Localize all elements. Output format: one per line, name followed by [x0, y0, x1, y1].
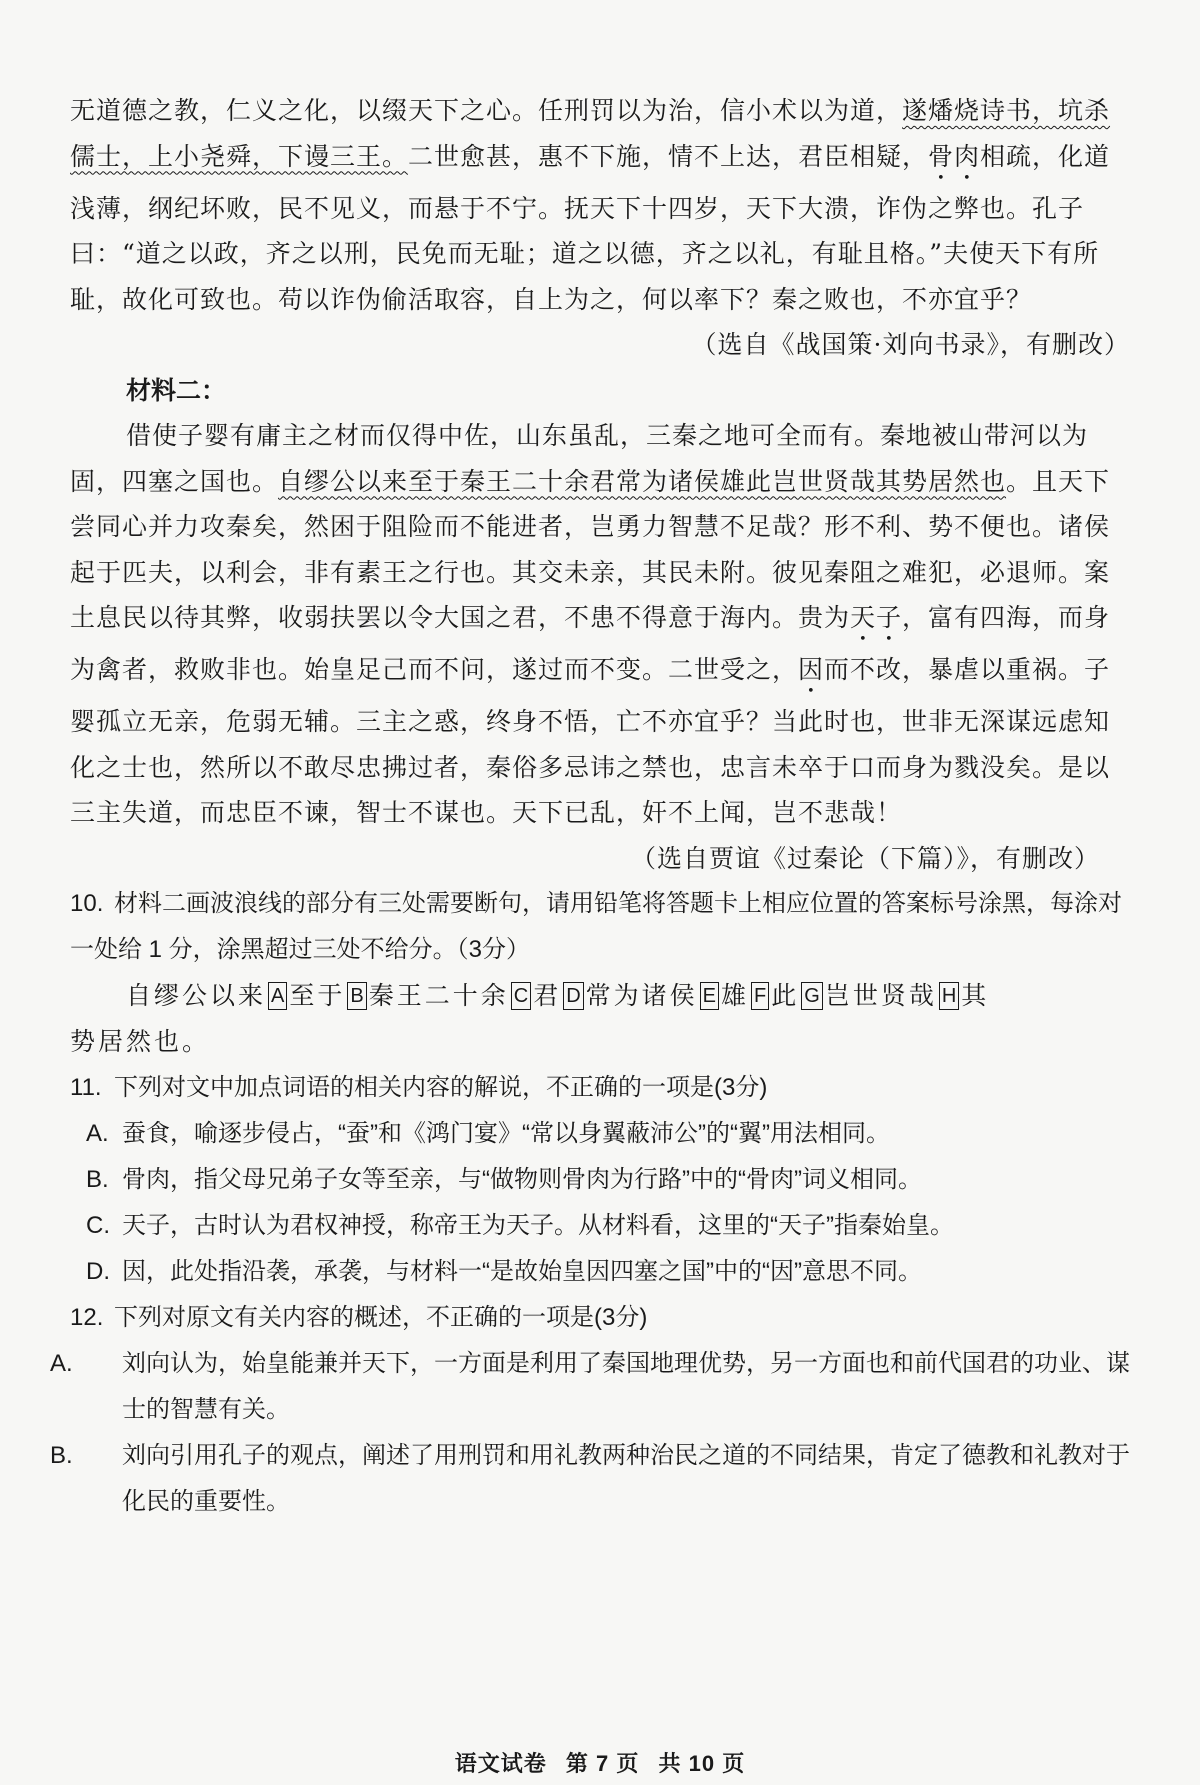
seq-text: 雄	[721, 981, 750, 1010]
question-text: 材料二画波浪线的部分有三处需要断句，请用铅笔将答题卡上相应位置的答案标号涂黑，每涂对一处给 1 分，涂黑超过三处不给分。（3分）	[70, 890, 1122, 963]
question-text: 下列对原文有关内容的概述，不正确的一项是(3分)	[114, 1304, 648, 1331]
option-text: 刘向认为，始皇能兼并天下，一方面是利用了秦国地理优势，另一方面也和前代国君的功业、谋士的智慧有关。	[122, 1350, 1130, 1423]
seq-text: 其	[961, 981, 990, 1010]
dotted-term-tianzi: 天子	[850, 603, 903, 632]
seq-text: 至于	[289, 981, 346, 1010]
material1-source: （选自《战国策·刘向书录》，有删改）	[691, 330, 1130, 359]
option-label: B.	[86, 1166, 109, 1193]
question-11	[70, 1065, 1130, 1111]
option-text: 蚕食，喻逐步侵占，“蚕”和《鸿门宴》“常以身翼蔽沛公”的“翼”用法相同。	[122, 1120, 890, 1147]
answer-box-c[interactable]: C	[511, 982, 531, 1010]
text-run: 借使子婴有庸主之材而仅得中佐，山东虽乱，三秦之地可全而有。秦地被山带河以为固，四塞之国也。	[70, 421, 1089, 496]
question-number: 10.	[70, 890, 104, 917]
wavy-underlined-text: 自缪公以来至于秦王二十余君常为诸侯雄此岂世贤哉其势居然也	[278, 466, 1007, 496]
page-footer	[0, 1747, 1200, 1778]
text-run: 而不改，暴虐以重祸。子婴孤立无亲，危弱无辅。三主之惑，终身不悟，亡不亦宜乎？当此时也，世非无深谋远虑知化之士也，然所以不敢尽忠拂过者，秦俗多忌讳之禁也，忠言未卒于口而身为戮没矣。是以三主失道，而忠臣不谏，智士不谋也。天下已乱，奸不上闻，岂不悲哉！	[70, 655, 1111, 827]
question-number: 12.	[70, 1304, 104, 1331]
seq-text: 秦王二十余	[368, 981, 509, 1010]
question-number: 11.	[70, 1074, 102, 1101]
q12-option-a[interactable]	[50, 1341, 1130, 1433]
text-run: ，富有四海，而身为禽者，救败非也。始皇足己而不问，遂过而不变。二世受之，	[70, 603, 1111, 684]
q12-option-b[interactable]	[50, 1433, 1130, 1525]
answer-box-b[interactable]: B	[347, 982, 366, 1010]
question-12	[70, 1295, 1130, 1341]
q10-sequence-cont: 势居然也。	[70, 1027, 211, 1056]
option-text: 因，此处指沿袭，承袭，与材料一“是故始皇因四塞之国”中的“因”意思不同。	[122, 1258, 922, 1285]
text-run: 相疏，化道浅薄，纲纪坏败，民不见义，而悬于不宁。抚天下十四岁，天下大溃，诈伪之弊也。孔子曰：“道之以政，齐之以刑，民免而无耻；道之以德，齐之以礼，有耻且格。”夫使天下有所耻，故化可致也。苟以诈伪偷活取容，自上为之，何以率下？秦之败也，不亦宜乎？	[70, 141, 1111, 314]
q11-option-c[interactable]	[70, 1203, 1130, 1249]
footer-subject: 语文试卷	[454, 1751, 547, 1776]
q11-option-a[interactable]	[70, 1111, 1130, 1157]
exam-content	[50, 88, 1130, 1525]
option-label: A.	[50, 1350, 73, 1377]
option-label: B.	[50, 1442, 73, 1469]
dotted-term-gurou: 骨肉	[928, 141, 981, 171]
material2-paragraph	[70, 413, 1130, 836]
text-run: 。且天下尝同心并力攻秦矣，然困于阻险而不能进者，岂勇力智慧不足哉？形不利、势不便也。诸侯起于匹夫，以利会，非有素王之行也。其交未亲，其民未附。彼见秦阻之难犯，必退师。案土息民以待其弊，收弱扶罢以令大国之君，不患不得意于海内。贵为	[70, 466, 1111, 632]
footer-total-pages: 共 10 页	[658, 1751, 746, 1776]
answer-box-f[interactable]: F	[751, 982, 769, 1010]
answer-box-d[interactable]: D	[563, 982, 583, 1010]
seq-text: 此	[771, 981, 800, 1010]
dotted-term-yin: 因	[798, 655, 825, 684]
answer-box-a[interactable]: A	[268, 982, 287, 1010]
q11-option-d[interactable]	[70, 1249, 1130, 1295]
option-text: 刘向引用孔子的观点，阐述了用刑罚和用礼教两种治民之道的不同结果，肯定了德教和礼教对于化民的重要性。	[122, 1442, 1130, 1515]
seq-text: 自缪公以来	[126, 981, 267, 1010]
option-label: D.	[86, 1258, 110, 1285]
option-label: C.	[86, 1212, 110, 1239]
q10-sequence	[70, 973, 1130, 1019]
material1-paragraph	[70, 88, 1130, 322]
option-text: 骨肉，指父母兄弟子女等至亲，与“做物则骨肉为行路”中的“骨肉”词义相同。	[122, 1166, 922, 1193]
q11-option-b[interactable]	[70, 1157, 1130, 1203]
answer-box-e[interactable]: E	[700, 982, 719, 1010]
answer-box-h[interactable]: H	[939, 982, 959, 1010]
question-text: 下列对文中加点词语的相关内容的解说，不正确的一项是(3分)	[114, 1074, 768, 1101]
option-text: 天子，古时认为君权神授，称帝王为天子。从材料看，这里的“天子”指秦始皇。	[122, 1212, 954, 1239]
answer-box-g[interactable]: G	[801, 982, 823, 1010]
footer-page-number: 第 7 页	[565, 1751, 640, 1776]
material2-source: （选自贾谊《过秦论（下篇）》，有删改）	[630, 843, 1100, 873]
seq-text: 岂世贤哉	[824, 981, 937, 1010]
option-label: A.	[86, 1120, 109, 1147]
underlined-text: 遂燔烧诗书，坑杀儒士，上小尧舜，下谩三王。	[70, 96, 1111, 171]
text-run: 无道德之教，仁义之化，以缀天下之心。任刑罚以为治，信小术以为道，	[70, 96, 903, 125]
seq-text: 常为诸侯	[585, 981, 698, 1010]
material2-heading: 材料二：	[126, 375, 227, 405]
text-run: 二世愈甚，惠不下施，情不上达，君臣相疑，	[408, 141, 929, 171]
question-10	[70, 881, 1130, 973]
seq-text: 君	[533, 981, 562, 1010]
